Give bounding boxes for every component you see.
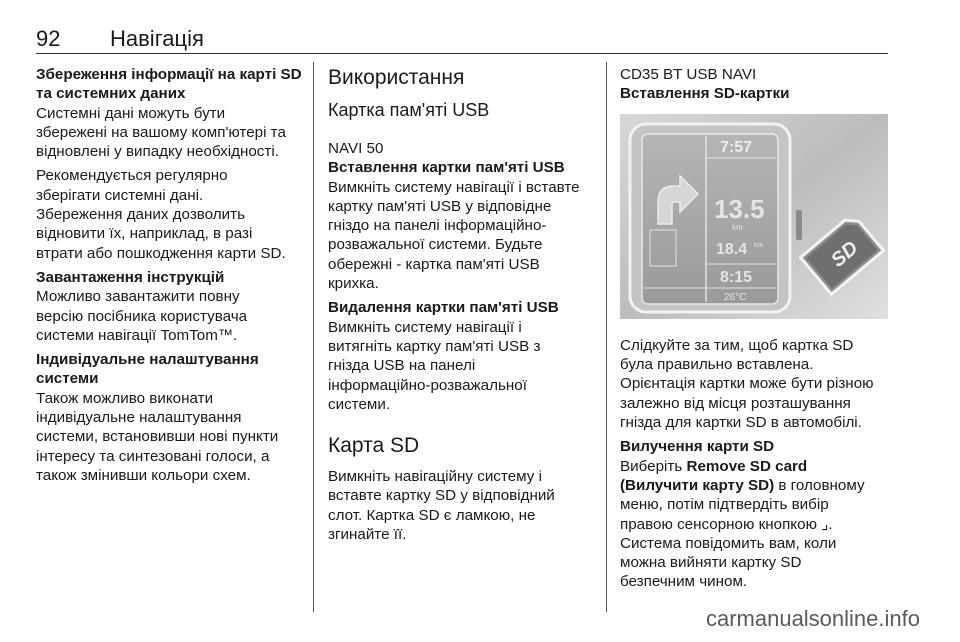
sd-card-label: SD (827, 236, 863, 272)
text-line: Завантаження інструкцій (36, 268, 225, 286)
remove-sd-menu-label-ua: (Вилучити карту SD) (620, 476, 775, 494)
heading-remove-usb (328, 298, 596, 317)
text-line: Видалення картки пам'яті USB (328, 299, 559, 317)
text-line: системи (36, 370, 99, 388)
text-line: можна вийняти картку SD (620, 554, 802, 572)
remove-main-menu: в головному (774, 476, 865, 494)
para-download-manual (36, 287, 302, 345)
text-line: Вимкніть навігаційну систему і (328, 468, 542, 486)
para-customization (36, 389, 302, 485)
text-line: версію посібника користувача (36, 307, 248, 325)
text-line: Вставлення картки пам'яті USB (328, 159, 565, 177)
text-line: системи навігації TomTom™. (36, 326, 238, 344)
fig-speed: 18.4 (716, 240, 748, 258)
text-line: Збереження інформації на карті SD (36, 66, 302, 83)
text-line: витягніть картку пам'яті USB з (328, 337, 541, 355)
text-line: Індивідуальне налаштування (36, 351, 259, 369)
para-system-data (36, 104, 302, 162)
column-3 (620, 65, 888, 597)
model-navi50: NAVI 50 (328, 140, 384, 157)
column-divider-1 (313, 62, 314, 612)
para-sd-card (328, 467, 596, 544)
text-line: Система повідомить вам, коли (620, 534, 837, 552)
text-line: крихка. (328, 275, 379, 293)
text-line: Вимкніть систему навігації і вставте (328, 178, 580, 196)
watermark: carmanualsonline.info (705, 606, 920, 631)
text-line: Можливо завантажити повну (36, 288, 240, 306)
text-line: гнізда для картки SD в автомобілі. (620, 414, 862, 432)
sd-insertion-illustration (620, 114, 888, 319)
text-line: вставте картку SD у відповідний (328, 487, 555, 505)
para-remove-usb (328, 318, 596, 414)
fig-temperature: 26°C (724, 291, 747, 303)
text-line: була правильно вставлена. (620, 356, 814, 374)
text-line: системи, встановивши нові пункти (36, 428, 279, 446)
page-header (36, 26, 888, 52)
text-line: безпечним чином. (620, 573, 748, 591)
header-rule (36, 53, 888, 54)
title-usage: Використання (328, 66, 465, 89)
text-line: залежно від місця розташування (620, 394, 851, 412)
text-line: інтересу та синтезовані голоси, а (36, 447, 270, 465)
page-number: 92 (36, 26, 61, 51)
text-line: системи. (328, 395, 391, 413)
text-line: обережні - картка пам'яті USB (328, 255, 540, 273)
fig-distance: 13.5 (714, 193, 765, 224)
text-line: гніздо на панелі інформаційно- (328, 217, 547, 235)
fig-clock: 7:57 (720, 138, 753, 156)
text-line: Слідкуйте за тим, щоб картка SD (620, 336, 854, 354)
text-line: збережені на вашому комп'ютері та (36, 123, 286, 141)
text-line: згинайте її. (328, 526, 407, 544)
text-line: Також можливо виконати (36, 389, 214, 407)
text-line: розважальної системи. Будьте (328, 236, 543, 254)
text-line: відновити їх, наприклад, в разі (36, 225, 253, 243)
text-line: правою сенсорною кнопкою ⌟. (620, 515, 833, 533)
column-2 (328, 65, 596, 549)
heading-sd-backup (36, 65, 302, 104)
text-line: картку пам'яті USB у відповідне (328, 197, 552, 215)
para-recommendation (36, 166, 302, 262)
subtitle-usb-card: Картка пам'яті USB (328, 100, 490, 120)
para-remove-sd (620, 457, 888, 592)
text-line: Вилучення карти SD (620, 438, 775, 456)
fig-distance-unit: km (732, 222, 743, 232)
text-line: інформаційно-розважальної (328, 376, 527, 394)
text-line: індивідуальне налаштування (36, 409, 242, 427)
text-line: Орієнтація картки може бути різною (620, 375, 874, 393)
column-1 (36, 65, 302, 490)
text-line: Вимкніть систему навігації і (328, 318, 522, 336)
heading-insert-sd (620, 84, 888, 103)
heading-insert-usb (328, 158, 596, 177)
text-line: гнізда USB на панелі (328, 357, 476, 375)
text-line: Збереження даних дозволить (36, 206, 246, 224)
remove-select: Виберіть (620, 457, 687, 475)
text-line: втрати або пошкодження карти SD. (36, 244, 286, 262)
heading-customization (36, 350, 302, 389)
text-line: Вставлення SD-картки (620, 85, 790, 103)
heading-remove-sd (620, 437, 888, 456)
model-cd35: CD35 BT USB NAVI (620, 66, 757, 83)
text-line: та системних даних (36, 85, 186, 103)
text-line: Рекомендується регулярно (36, 167, 228, 185)
fig-speed-unit: km (754, 241, 764, 249)
heading-download-manual (36, 268, 302, 287)
para-insert-sd (620, 336, 888, 432)
text-line: Системні дані можуть бути (36, 104, 226, 122)
section-title: Навігація (110, 26, 204, 51)
sd-slot (796, 210, 802, 240)
remove-sd-menu-label: Remove SD card (686, 457, 808, 475)
text-line: також змінивши кольори схем. (36, 466, 251, 484)
text-line: зберігати системні дані. (36, 186, 204, 204)
fig-arrival: 8:15 (720, 268, 753, 286)
title-sd-card: Карта SD (328, 434, 420, 458)
remove-sd-rest (620, 495, 888, 591)
text-line: меню, потім підтвердіть вибір (620, 496, 829, 514)
text-line: слот. Картка SD є ламкою, не (328, 506, 536, 524)
text-line: відновлені у випадку необхідності. (36, 143, 279, 161)
column-divider-2 (606, 62, 607, 612)
para-insert-usb (328, 178, 596, 294)
